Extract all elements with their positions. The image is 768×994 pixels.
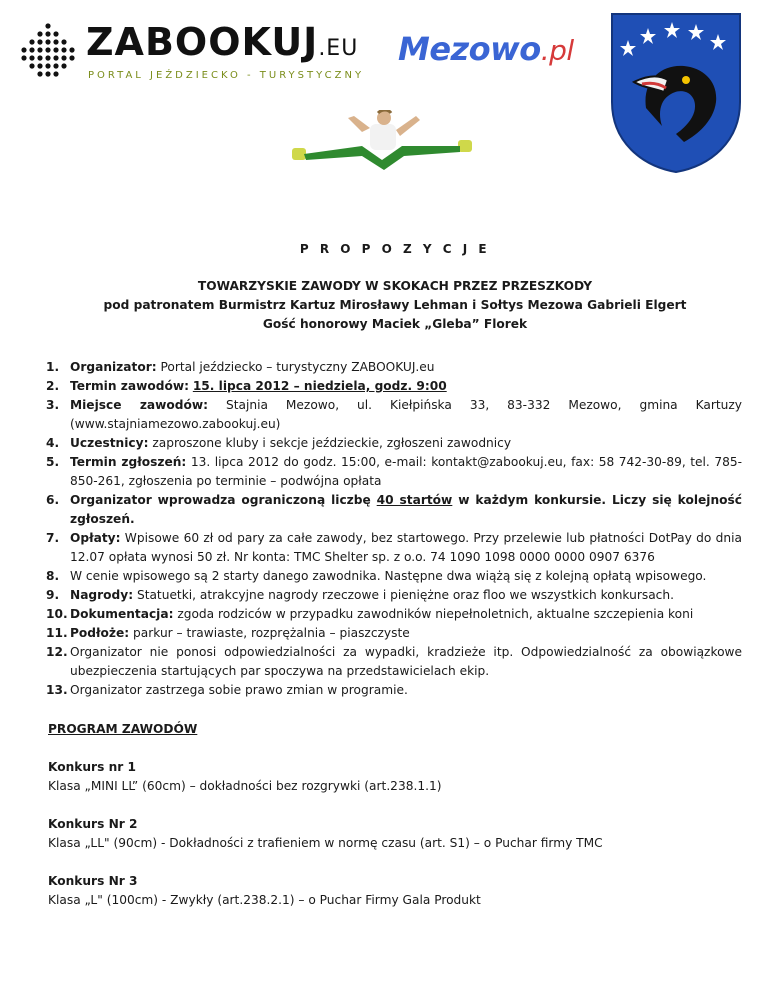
rule-item: 2. Termin zawodów: 15. lipca 2012 – niedziela, godz. 9:00 [46,379,447,393]
mezowo-logo: Mezowo.pl [398,30,574,68]
rule-item: 5. Termin zgłoszeń: 13. lipca 2012 do godz. 15:00, e-mail: kontakt@zabookuj.eu, fax: 58 742-30-89, tel. 785- 850-261, zgłoszenia po terminie – podwójna opłata [46,455,742,488]
rule-item: 13. Organizator zastrzega sobie prawo zmian w programie. [46,683,408,697]
doc-heading-patronage: pod patronatem Burmistrz Kartuz Mirosławy Lehman i Sołtys Mezowa Gabrieli Elgert [103,298,687,312]
rule-text: parkur – trawiaste, rozprężalnia – piaszczyste [129,626,410,640]
rule-label: Podłoże: [70,626,130,640]
doc-heading-block [48,277,742,334]
rule-label: Dokumentacja: [70,607,174,621]
konkurs-desc: Klasa „LL" (90cm) - Dokładności z trafieniem w normę czasu (art. S1) – o Puchar firmy TMC [48,836,603,850]
rule-text: Wpisowe 60 zł od pary za całe zawody, bez startowego. Przy przelewie lub płatności DotPay do dnia 12.07 opłata wynosi 50 zł. Nr konta: TMC Shelter sp. z o.o. 74 1090 1098 0000 0000 0907 6376 [70,531,742,564]
rule-label: Miejsce zawodów: [70,398,209,412]
rule-text: Statuetki, atrakcyjne nagrody rzeczowe i pieniężne oraz floo we wszystkich konkursach. [133,588,674,602]
konkurs-item [48,758,742,796]
doc-heading-main: TOWARZYSKIE ZAWODY W SKOKACH PRZEZ PRZESZKODY [197,279,593,293]
rule-text: zaproszone kluby i sekcje jeździeckie, zgłoszeni zawodnicy [148,436,512,450]
rule-label: Termin zgłoszeń: [70,455,187,469]
rule-text: Organizator zastrzega sobie prawo zmian w programie. [70,683,408,697]
rule-text: w każdym konkursie. Liczy się kolejność zgłoszeń. [70,493,742,526]
rule-item: 8. W cenie wpisowego są 2 starty danego zawodnika. Następne dwa wiążą się z kolejną opłatą wpisowego. [46,569,707,583]
doc-title: P R O P O Z Y C J E [299,242,491,256]
rule-item: 12. Organizator nie ponosi odpowiedzialności za wypadki, kradzieże itp. Odpowiedzialność za obowiązkowe ubezpieczenia startujących par spoczywa na przedstawicielach ekip. [46,645,742,678]
rule-item: 4. Uczestnicy: zaproszone kluby i sekcje jeździeckie, zgłoszeni zawodnicy [46,436,512,450]
konkurs-title: Konkurs Nr 3 [48,874,138,888]
zabookuj-tagline: PORTAL JEŹDZIECKO - TURYSTYCZNY [88,70,365,81]
doc-heading-guest: Gość honorowy Maciek „Gleba” Florek [262,317,528,331]
konkurs-desc: Klasa „L" (100cm) - Zwykły (art.238.2.1) – o Puchar Firmy Gala Produkt [48,893,481,907]
mezowo-crest-icon [606,10,746,175]
konkurs-title: Konkurs Nr 2 [48,817,138,831]
rule-item: 6. Organizator wprowadza ograniczoną liczbę 40 startów w każdym konkursie. Liczy się kolejność zgłoszeń. [46,493,742,526]
rules-list [48,358,742,700]
rule-label: Nagrody: [70,588,134,602]
rule-item: 1. Organizator: Portal jeździecko – turystyczny ZABOOKUJ.eu [46,360,435,374]
header [0,0,768,215]
rule-item: 9. Nagrody: Statuetki, atrakcyjne nagrody rzeczowe i pieniężne oraz floo we wszystkich konkursach. [46,588,674,602]
rule-text: 13. lipca 2012 do godz. 15:00, e-mail: kontakt@zabookuj.eu, fax: 58 742-30-89, tel. 785- 850-261, zgłoszenia po terminie – podwójna opłata [70,455,742,488]
rule-label: Opłaty: [70,531,121,545]
rule-label: Organizator: [70,360,157,374]
rule-date-emphasis: 15. lipca 2012 – niedziela, godz. 9:00 [192,379,447,393]
konkurs-item [48,815,742,853]
konkurs-item [48,872,742,910]
rule-text: Organizator wprowadza ograniczoną liczbę [70,493,377,507]
dot-matrix-logo-icon [20,18,82,80]
rule-item: 11. Podłoże: parkur – trawiaste, rozprężalnia – piaszczyste [46,626,410,640]
rule-text: Organizator nie ponosi odpowiedzialności za wypadki, kradzieże itp. Odpowiedzialność za obowiązkowe ubezpieczenia startujących par spoczywa na przedstawicielach ekip. [70,645,742,678]
rule-text: W cenie wpisowego są 2 starty danego zawodnika. Następne dwa wiążą się z kolejną opłatą wpisowego. [70,569,707,583]
konkurs-title: Konkurs nr 1 [48,760,136,774]
rule-label: Termin zawodów: [70,379,189,393]
split-jumper-photo-icon [292,110,472,180]
program-heading: PROGRAM ZAWODÓW [48,722,198,736]
rule-item: 10. Dokumentacja: zgoda rodziców w przypadku zawodników niepełnoletnich, aktualne szczepienia koni [46,607,694,621]
zabookuj-wordmark: ZABOOKUJ.EU [86,20,359,64]
rule-text: zgoda rodziców w przypadku zawodników niepełnoletnich, aktualne szczepienia koni [173,607,694,621]
rule-text: Portal jeździecko – turystyczny ZABOOKUJ.eu [156,360,435,374]
rule-text: Stajnia Mezowo, ul. Kiełpińska 33, 83-332 Mezowo, gmina Kartuzy (www.stajniamezowo.zabookuj.eu) [70,398,742,431]
zabookuj-logo [20,18,380,88]
rule-item: 3. Miejsce zawodów: Stajnia Mezowo, ul. Kiełpińska 33, 83-332 Mezowo, gmina Kartuzy (www.stajniamezowo.zabookuj.eu) [46,398,742,431]
konkurs-desc: Klasa „MINI LL” (60cm) – dokładności bez rozgrywki (art.238.1.1) [48,779,442,793]
rule-item: 7. Opłaty: Wpisowe 60 zł od pary za całe zawody, bez startowego. Przy przelewie lub płatności DotPay do dnia 12.07 opłata wynosi 50 zł. Nr konta: TMC Shelter sp. z o.o. 74 1090 1098 0000 0000 0907 6376 [46,531,742,564]
document-body [48,240,742,910]
rule-label: Uczestnicy: [70,436,149,450]
rule-limit-emphasis: 40 startów [376,493,453,507]
